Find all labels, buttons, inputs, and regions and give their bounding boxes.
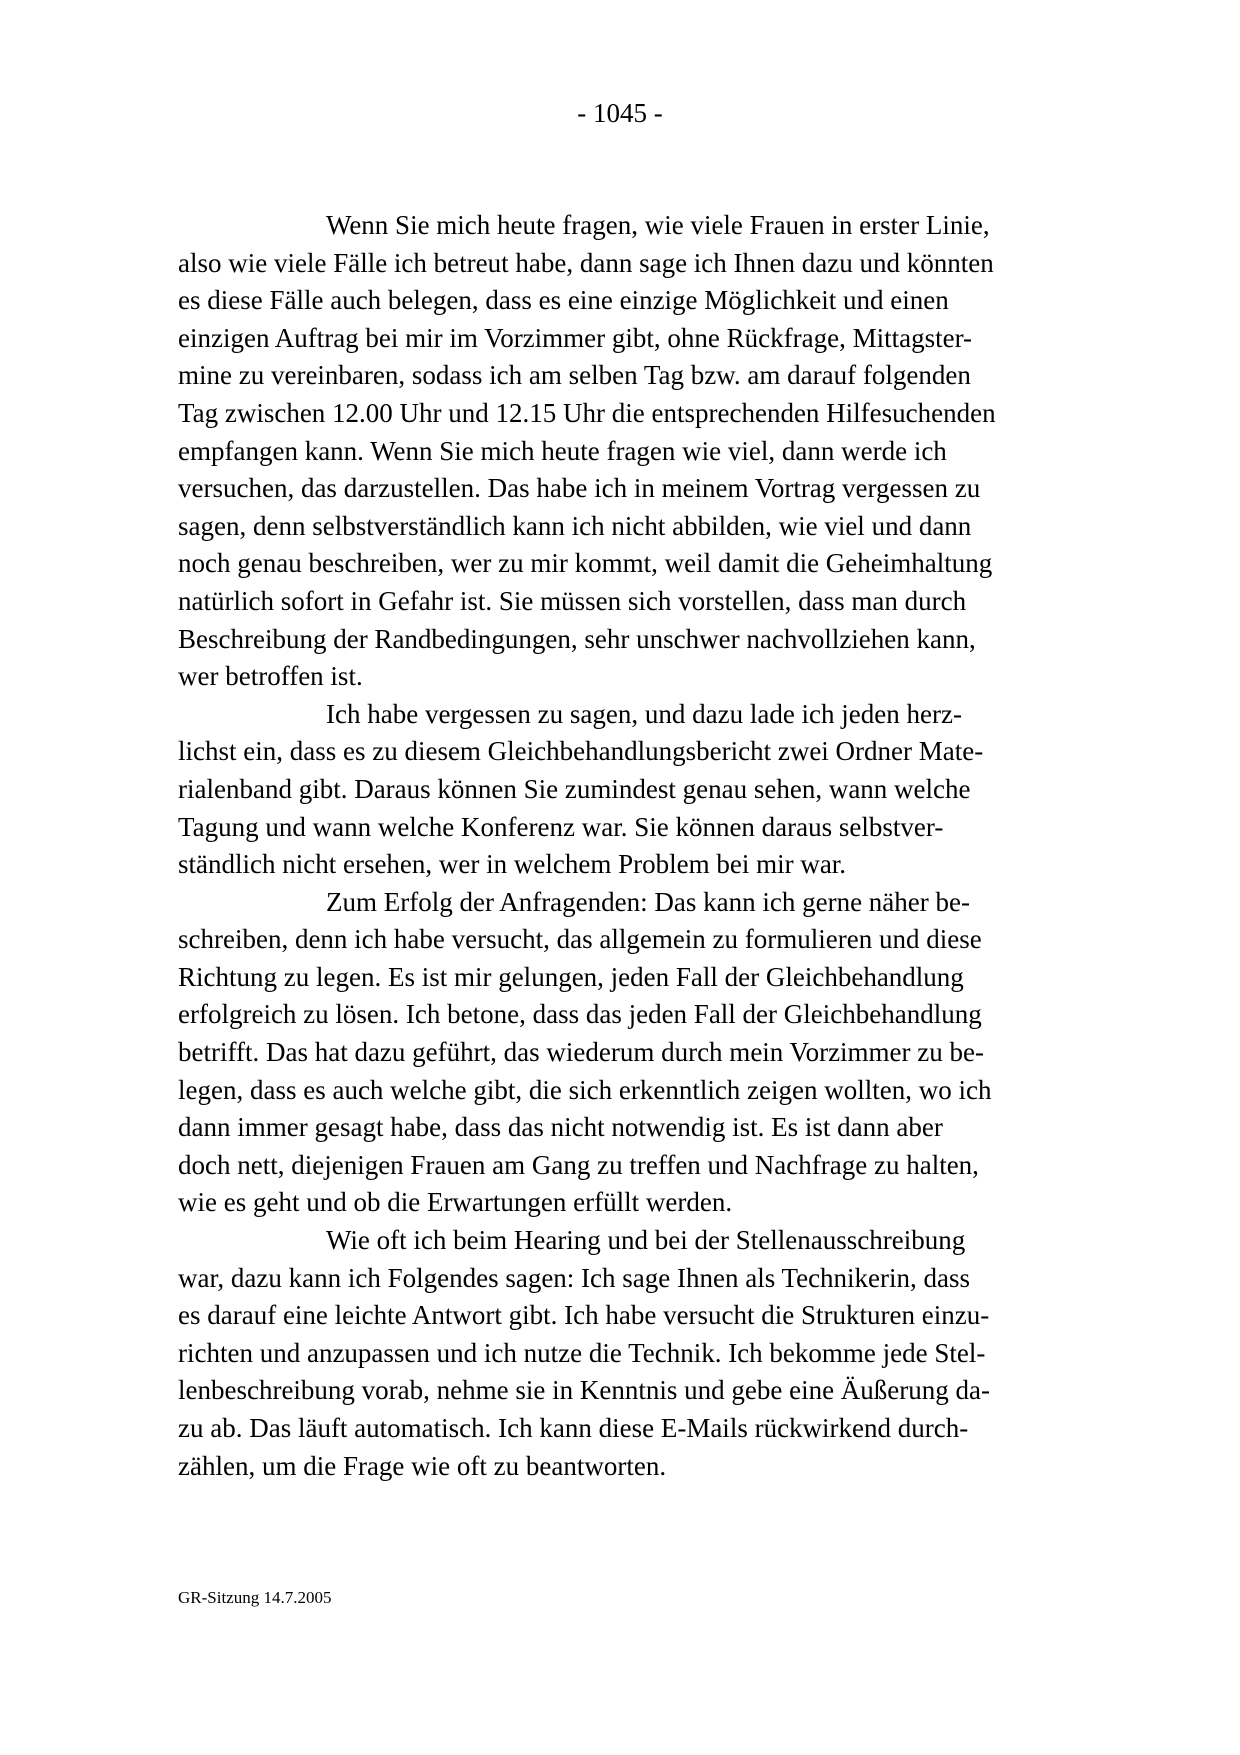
text-line: wer betroffen ist. bbox=[178, 661, 363, 692]
text-line: betrifft. Das hat dazu geführt, das wiederum durch mein Vorzimmer zu be- bbox=[178, 1037, 984, 1068]
text-line: zählen, um die Frage wie oft zu beantworten. bbox=[178, 1450, 667, 1481]
text-line: rialenband gibt. Daraus können Sie zumindest genau sehen, wann welche bbox=[178, 773, 971, 804]
text-line: dann immer gesagt habe, dass das nicht notwendig ist. Es ist dann aber bbox=[178, 1112, 943, 1143]
text-line: schreiben, denn ich habe versucht, das allgemein zu formulieren und diese bbox=[178, 924, 982, 955]
text-line: Richtung zu legen. Es ist mir gelungen, jeden Fall der Gleichbehandlung bbox=[178, 961, 964, 992]
text-line: versuchen, das darzustellen. Das habe ich in meinem Vortrag vergessen zu bbox=[178, 473, 981, 504]
text-line: doch nett, diejenigen Frauen am Gang zu treffen und Nachfrage zu halten, bbox=[178, 1149, 979, 1180]
paragraph bbox=[178, 1222, 1068, 1485]
text-line: Wie oft ich beim Hearing und bei der Stellenausschreibung bbox=[326, 1225, 966, 1256]
text-line: lenbeschreibung vorab, nehme sie in Kenntnis und gebe eine Äußerung da- bbox=[178, 1375, 991, 1406]
text-line: richten und anzupassen und ich nutze die Technik. Ich bekomme jede Stel- bbox=[178, 1337, 986, 1368]
text-line: also wie viele Fälle ich betreut habe, dann sage ich Ihnen dazu und könnten bbox=[178, 247, 994, 278]
text-line: sagen, denn selbstverständlich kann ich nicht abbilden, wie viel und dann bbox=[178, 510, 972, 541]
text-line: Tag zwischen 12.00 Uhr und 12.15 Uhr die entsprechenden Hilfesuchenden bbox=[178, 397, 996, 428]
text-line: es darauf eine leichte Antwort gibt. Ich habe versucht die Strukturen einzu- bbox=[178, 1300, 990, 1331]
page-number: - 1045 - bbox=[577, 98, 663, 128]
text-line: natürlich sofort in Gefahr ist. Sie müssen sich vorstellen, dass man durch bbox=[178, 585, 967, 616]
paragraph bbox=[178, 884, 1068, 1222]
text-line: ständlich nicht ersehen, wer in welchem Problem bei mir war. bbox=[178, 849, 847, 880]
text-line: war, dazu kann ich Folgendes sagen: Ich sage Ihnen als Technikerin, dass bbox=[178, 1262, 971, 1293]
paragraph bbox=[178, 696, 1068, 884]
text-line: empfangen kann. Wenn Sie mich heute fragen wie viel, dann werde ich bbox=[178, 435, 947, 466]
text-line: Beschreibung der Randbedingungen, sehr unschwer nachvollziehen kann, bbox=[178, 623, 976, 654]
text-line: Tagung und wann welche Konferenz war. Sie können daraus selbstver- bbox=[178, 811, 944, 842]
text-line: einzigen Auftrag bei mir im Vorzimmer gibt, ohne Rückfrage, Mittagster- bbox=[178, 322, 973, 353]
text-line: Wenn Sie mich heute fragen, wie viele Frauen in erster Linie, bbox=[326, 210, 990, 240]
text-line: Ich habe vergessen zu sagen, und dazu lade ich jeden herz- bbox=[326, 698, 962, 729]
paragraph bbox=[178, 207, 1068, 696]
text-line: Zum Erfolg der Anfragenden: Das kann ich gerne näher be- bbox=[326, 886, 970, 917]
text-line: noch genau beschreiben, wer zu mir kommt, weil damit die Geheimhaltung bbox=[178, 548, 993, 579]
text-line: es diese Fälle auch belegen, dass es eine einzige Möglichkeit und einen bbox=[178, 285, 949, 316]
body-text bbox=[178, 207, 1068, 1485]
text-line: erfolgreich zu lösen. Ich betone, dass das jeden Fall der Gleichbehandlung bbox=[178, 999, 982, 1030]
footer: GR-Sitzung 14.7.2005 bbox=[178, 1588, 332, 1607]
text-line: zu ab. Das läuft automatisch. Ich kann diese E-Mails rückwirkend durch- bbox=[178, 1413, 969, 1443]
text-line: mine zu vereinbaren, sodass ich am selben Tag bzw. am darauf folgenden bbox=[178, 360, 971, 391]
text-line: lichst ein, dass es zu diesem Gleichbehandlungsbericht zwei Ordner Mate- bbox=[178, 736, 984, 767]
text-line: legen, dass es auch welche gibt, die sich erkenntlich zeigen wollten, wo ich bbox=[178, 1074, 992, 1105]
text-line: wie es geht und ob die Erwartungen erfüllt werden. bbox=[178, 1187, 733, 1218]
